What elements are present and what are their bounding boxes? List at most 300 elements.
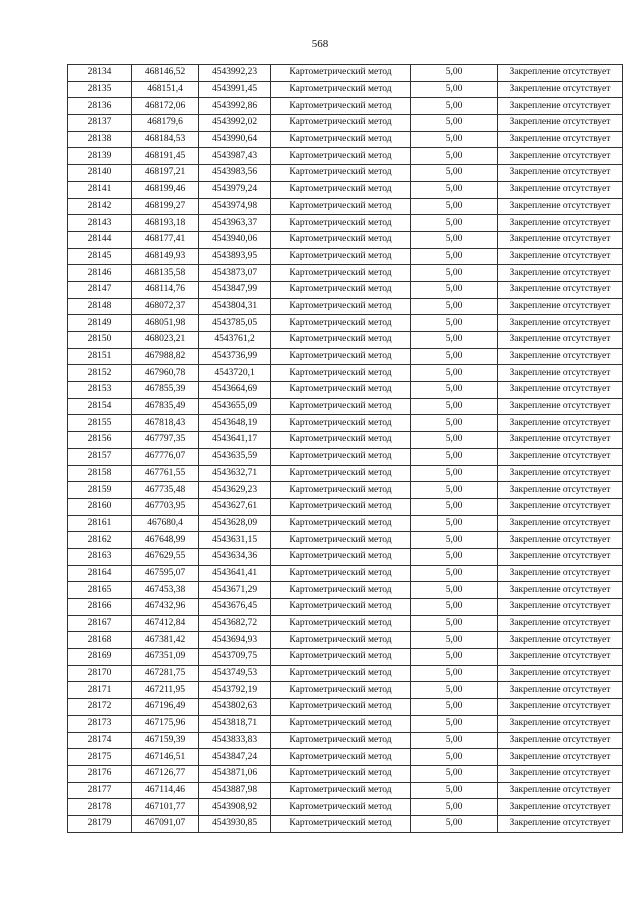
table-row — [68, 315, 623, 332]
point-number-cell: 28170 — [68, 665, 132, 682]
point-number-cell: 28146 — [68, 265, 132, 282]
table-row — [68, 165, 623, 182]
fixing-description-cell: Закрепление отсутствует — [498, 665, 623, 682]
x-coordinate-cell: 467855,39 — [132, 382, 199, 399]
accuracy-cell: 5,00 — [411, 498, 498, 515]
x-coordinate-cell: 468199,46 — [132, 181, 199, 198]
point-number-cell: 28153 — [68, 382, 132, 399]
table-row — [68, 365, 623, 382]
accuracy-cell: 5,00 — [411, 81, 498, 98]
y-coordinate-cell: 4543893,95 — [199, 248, 271, 265]
method-cell: Картометрический метод — [271, 382, 411, 399]
y-coordinate-cell: 4543709,75 — [199, 649, 271, 666]
x-coordinate-cell: 467595,07 — [132, 565, 199, 582]
point-number-cell: 28135 — [68, 81, 132, 98]
method-cell: Картометрический метод — [271, 532, 411, 549]
point-number-cell: 28165 — [68, 582, 132, 599]
table-row — [68, 665, 623, 682]
accuracy-cell: 5,00 — [411, 632, 498, 649]
y-coordinate-cell: 4543990,64 — [199, 131, 271, 148]
table-row — [68, 749, 623, 766]
point-number-cell: 28169 — [68, 649, 132, 666]
fixing-description-cell: Закрепление отсутствует — [498, 298, 623, 315]
point-number-cell: 28175 — [68, 749, 132, 766]
method-cell: Картометрический метод — [271, 231, 411, 248]
x-coordinate-cell: 468114,76 — [132, 281, 199, 298]
y-coordinate-cell: 4543635,59 — [199, 448, 271, 465]
accuracy-cell: 5,00 — [411, 281, 498, 298]
method-cell: Картометрический метод — [271, 115, 411, 132]
fixing-description-cell: Закрепление отсутствует — [498, 198, 623, 215]
method-cell: Картометрический метод — [271, 582, 411, 599]
method-cell: Картометрический метод — [271, 98, 411, 115]
accuracy-cell: 5,00 — [411, 749, 498, 766]
accuracy-cell: 5,00 — [411, 732, 498, 749]
accuracy-cell: 5,00 — [411, 165, 498, 182]
table-row — [68, 815, 623, 832]
table-row — [68, 799, 623, 816]
fixing-description-cell: Закрепление отсутствует — [498, 115, 623, 132]
method-cell: Картометрический метод — [271, 465, 411, 482]
y-coordinate-cell: 4543908,92 — [199, 799, 271, 816]
x-coordinate-cell: 467196,49 — [132, 699, 199, 716]
accuracy-cell: 5,00 — [411, 565, 498, 582]
fixing-description-cell: Закрепление отсутствует — [498, 749, 623, 766]
y-coordinate-cell: 4543847,99 — [199, 281, 271, 298]
table-row — [68, 415, 623, 432]
point-number-cell: 28145 — [68, 248, 132, 265]
method-cell: Картометрический метод — [271, 415, 411, 432]
fixing-description-cell: Закрепление отсутствует — [498, 515, 623, 532]
table-row — [68, 398, 623, 415]
x-coordinate-cell: 468197,21 — [132, 165, 199, 182]
accuracy-cell: 5,00 — [411, 599, 498, 616]
accuracy-cell: 5,00 — [411, 231, 498, 248]
accuracy-cell: 5,00 — [411, 482, 498, 499]
table-row — [68, 432, 623, 449]
x-coordinate-cell: 468135,58 — [132, 265, 199, 282]
method-cell: Картометрический метод — [271, 248, 411, 265]
table-row — [68, 448, 623, 465]
table-row — [68, 348, 623, 365]
method-cell: Картометрический метод — [271, 599, 411, 616]
x-coordinate-cell: 467453,38 — [132, 582, 199, 599]
fixing-description-cell: Закрепление отсутствует — [498, 649, 623, 666]
point-number-cell: 28141 — [68, 181, 132, 198]
point-number-cell: 28144 — [68, 231, 132, 248]
accuracy-cell: 5,00 — [411, 699, 498, 716]
x-coordinate-cell: 467835,49 — [132, 398, 199, 415]
fixing-description-cell: Закрепление отсутствует — [498, 98, 623, 115]
y-coordinate-cell: 4543963,37 — [199, 215, 271, 232]
table-row — [68, 465, 623, 482]
point-number-cell: 28172 — [68, 699, 132, 716]
method-cell: Картометрический метод — [271, 565, 411, 582]
point-number-cell: 28162 — [68, 532, 132, 549]
table-row — [68, 382, 623, 399]
x-coordinate-cell: 467797,35 — [132, 432, 199, 449]
fixing-description-cell: Закрепление отсутствует — [498, 215, 623, 232]
x-coordinate-cell: 467412,84 — [132, 615, 199, 632]
point-number-cell: 28161 — [68, 515, 132, 532]
x-coordinate-cell: 467091,07 — [132, 815, 199, 832]
method-cell: Картометрический метод — [271, 799, 411, 816]
y-coordinate-cell: 4543785,05 — [199, 315, 271, 332]
table-row — [68, 548, 623, 565]
point-number-cell: 28151 — [68, 348, 132, 365]
table-row — [68, 81, 623, 98]
accuracy-cell: 5,00 — [411, 181, 498, 198]
accuracy-cell: 5,00 — [411, 365, 498, 382]
method-cell: Картометрический метод — [271, 332, 411, 349]
point-number-cell: 28136 — [68, 98, 132, 115]
point-number-cell: 28134 — [68, 65, 132, 82]
x-coordinate-cell: 468193,18 — [132, 215, 199, 232]
accuracy-cell: 5,00 — [411, 715, 498, 732]
method-cell: Картометрический метод — [271, 148, 411, 165]
table-row — [68, 615, 623, 632]
method-cell: Картометрический метод — [271, 715, 411, 732]
fixing-description-cell: Закрепление отсутствует — [498, 799, 623, 816]
point-number-cell: 28159 — [68, 482, 132, 499]
table-row — [68, 181, 623, 198]
method-cell: Картометрический метод — [271, 398, 411, 415]
point-number-cell: 28143 — [68, 215, 132, 232]
x-coordinate-cell: 467629,55 — [132, 548, 199, 565]
y-coordinate-cell: 4543847,24 — [199, 749, 271, 766]
fixing-description-cell: Закрепление отсутствует — [498, 732, 623, 749]
point-number-cell: 28179 — [68, 815, 132, 832]
method-cell: Картометрический метод — [271, 732, 411, 749]
x-coordinate-cell: 468179,6 — [132, 115, 199, 132]
table-row — [68, 298, 623, 315]
table-row — [68, 265, 623, 282]
fixing-description-cell: Закрепление отсутствует — [498, 398, 623, 415]
table-row — [68, 732, 623, 749]
x-coordinate-cell: 467680,4 — [132, 515, 199, 532]
x-coordinate-cell: 468151,4 — [132, 81, 199, 98]
y-coordinate-cell: 4543873,07 — [199, 265, 271, 282]
x-coordinate-cell: 467114,46 — [132, 782, 199, 799]
table-row — [68, 599, 623, 616]
fixing-description-cell: Закрепление отсутствует — [498, 548, 623, 565]
y-coordinate-cell: 4543627,61 — [199, 498, 271, 515]
method-cell: Картометрический метод — [271, 682, 411, 699]
y-coordinate-cell: 4543641,17 — [199, 432, 271, 449]
accuracy-cell: 5,00 — [411, 332, 498, 349]
accuracy-cell: 5,00 — [411, 782, 498, 799]
accuracy-cell: 5,00 — [411, 298, 498, 315]
point-number-cell: 28152 — [68, 365, 132, 382]
y-coordinate-cell: 4543720,1 — [199, 365, 271, 382]
fixing-description-cell: Закрепление отсутствует — [498, 165, 623, 182]
accuracy-cell: 5,00 — [411, 815, 498, 832]
x-coordinate-cell: 468072,37 — [132, 298, 199, 315]
x-coordinate-cell: 468023,21 — [132, 332, 199, 349]
x-coordinate-cell: 467281,75 — [132, 665, 199, 682]
y-coordinate-cell: 4543940,06 — [199, 231, 271, 248]
fixing-description-cell: Закрепление отсутствует — [498, 615, 623, 632]
table-row — [68, 515, 623, 532]
method-cell: Картометрический метод — [271, 265, 411, 282]
fixing-description-cell: Закрепление отсутствует — [498, 65, 623, 82]
x-coordinate-cell: 467776,07 — [132, 448, 199, 465]
accuracy-cell: 5,00 — [411, 799, 498, 816]
y-coordinate-cell: 4543671,29 — [199, 582, 271, 599]
accuracy-cell: 5,00 — [411, 265, 498, 282]
table-row — [68, 632, 623, 649]
table-row — [68, 565, 623, 582]
method-cell: Картометрический метод — [271, 198, 411, 215]
method-cell: Картометрический метод — [271, 632, 411, 649]
x-coordinate-cell: 467381,42 — [132, 632, 199, 649]
fixing-description-cell: Закрепление отсутствует — [498, 148, 623, 165]
y-coordinate-cell: 4543871,06 — [199, 765, 271, 782]
method-cell: Картометрический метод — [271, 749, 411, 766]
fixing-description-cell: Закрепление отсутствует — [498, 131, 623, 148]
point-number-cell: 28177 — [68, 782, 132, 799]
table-row — [68, 148, 623, 165]
point-number-cell: 28173 — [68, 715, 132, 732]
x-coordinate-cell: 467703,95 — [132, 498, 199, 515]
fixing-description-cell: Закрепление отсутствует — [498, 248, 623, 265]
point-number-cell: 28168 — [68, 632, 132, 649]
point-number-cell: 28138 — [68, 131, 132, 148]
method-cell: Картометрический метод — [271, 432, 411, 449]
y-coordinate-cell: 4543628,09 — [199, 515, 271, 532]
y-coordinate-cell: 4543887,98 — [199, 782, 271, 799]
point-number-cell: 28167 — [68, 615, 132, 632]
x-coordinate-cell: 467735,48 — [132, 482, 199, 499]
accuracy-cell: 5,00 — [411, 532, 498, 549]
point-number-cell: 28174 — [68, 732, 132, 749]
table-row — [68, 532, 623, 549]
y-coordinate-cell: 4543802,63 — [199, 699, 271, 716]
fixing-description-cell: Закрепление отсутствует — [498, 482, 623, 499]
accuracy-cell: 5,00 — [411, 682, 498, 699]
point-number-cell: 28137 — [68, 115, 132, 132]
table-row — [68, 498, 623, 515]
fixing-description-cell: Закрепление отсутствует — [498, 565, 623, 582]
fixing-description-cell: Закрепление отсутствует — [498, 465, 623, 482]
fixing-description-cell: Закрепление отсутствует — [498, 498, 623, 515]
fixing-description-cell: Закрепление отсутствует — [498, 715, 623, 732]
method-cell: Картометрический метод — [271, 65, 411, 82]
y-coordinate-cell: 4543930,85 — [199, 815, 271, 832]
x-coordinate-cell: 467432,96 — [132, 599, 199, 616]
accuracy-cell: 5,00 — [411, 382, 498, 399]
method-cell: Картометрический метод — [271, 699, 411, 716]
method-cell: Картометрический метод — [271, 315, 411, 332]
x-coordinate-cell: 468184,53 — [132, 131, 199, 148]
table-row — [68, 582, 623, 599]
method-cell: Картометрический метод — [271, 815, 411, 832]
method-cell: Картометрический метод — [271, 281, 411, 298]
x-coordinate-cell: 468191,45 — [132, 148, 199, 165]
table-row — [68, 198, 623, 215]
fixing-description-cell: Закрепление отсутствует — [498, 81, 623, 98]
method-cell: Картометрический метод — [271, 615, 411, 632]
fixing-description-cell: Закрепление отсутствует — [498, 415, 623, 432]
point-number-cell: 28178 — [68, 799, 132, 816]
method-cell: Картометрический метод — [271, 81, 411, 98]
accuracy-cell: 5,00 — [411, 115, 498, 132]
coordinates-table-body — [68, 65, 623, 833]
point-number-cell: 28154 — [68, 398, 132, 415]
accuracy-cell: 5,00 — [411, 615, 498, 632]
y-coordinate-cell: 4543736,99 — [199, 348, 271, 365]
coordinates-table — [67, 64, 623, 833]
point-number-cell: 28148 — [68, 298, 132, 315]
method-cell: Картометрический метод — [271, 665, 411, 682]
table-row — [68, 115, 623, 132]
point-number-cell: 28149 — [68, 315, 132, 332]
point-number-cell: 28140 — [68, 165, 132, 182]
accuracy-cell: 5,00 — [411, 582, 498, 599]
fixing-description-cell: Закрепление отсутствует — [498, 532, 623, 549]
point-number-cell: 28158 — [68, 465, 132, 482]
accuracy-cell: 5,00 — [411, 198, 498, 215]
y-coordinate-cell: 4543676,45 — [199, 599, 271, 616]
point-number-cell: 28164 — [68, 565, 132, 582]
y-coordinate-cell: 4543992,23 — [199, 65, 271, 82]
fixing-description-cell: Закрепление отсутствует — [498, 815, 623, 832]
y-coordinate-cell: 4543761,2 — [199, 332, 271, 349]
accuracy-cell: 5,00 — [411, 415, 498, 432]
accuracy-cell: 5,00 — [411, 65, 498, 82]
x-coordinate-cell: 467211,95 — [132, 682, 199, 699]
x-coordinate-cell: 467175,96 — [132, 715, 199, 732]
y-coordinate-cell: 4543991,45 — [199, 81, 271, 98]
x-coordinate-cell: 467101,77 — [132, 799, 199, 816]
fixing-description-cell: Закрепление отсутствует — [498, 365, 623, 382]
method-cell: Картометрический метод — [271, 515, 411, 532]
y-coordinate-cell: 4543818,71 — [199, 715, 271, 732]
fixing-description-cell: Закрепление отсутствует — [498, 682, 623, 699]
x-coordinate-cell: 467818,43 — [132, 415, 199, 432]
accuracy-cell: 5,00 — [411, 465, 498, 482]
x-coordinate-cell: 467351,09 — [132, 649, 199, 666]
accuracy-cell: 5,00 — [411, 649, 498, 666]
y-coordinate-cell: 4543655,09 — [199, 398, 271, 415]
fixing-description-cell: Закрепление отсутствует — [498, 782, 623, 799]
x-coordinate-cell: 468149,93 — [132, 248, 199, 265]
fixing-description-cell: Закрепление отсутствует — [498, 448, 623, 465]
accuracy-cell: 5,00 — [411, 248, 498, 265]
accuracy-cell: 5,00 — [411, 148, 498, 165]
accuracy-cell: 5,00 — [411, 448, 498, 465]
fixing-description-cell: Закрепление отсутствует — [498, 599, 623, 616]
accuracy-cell: 5,00 — [411, 398, 498, 415]
point-number-cell: 28160 — [68, 498, 132, 515]
table-row — [68, 248, 623, 265]
y-coordinate-cell: 4543992,02 — [199, 115, 271, 132]
point-number-cell: 28163 — [68, 548, 132, 565]
method-cell: Картометрический метод — [271, 298, 411, 315]
fixing-description-cell: Закрепление отсутствует — [498, 765, 623, 782]
method-cell: Картометрический метод — [271, 348, 411, 365]
method-cell: Картометрический метод — [271, 482, 411, 499]
table-row — [68, 699, 623, 716]
table-row — [68, 65, 623, 82]
method-cell: Картометрический метод — [271, 131, 411, 148]
method-cell: Картометрический метод — [271, 498, 411, 515]
accuracy-cell: 5,00 — [411, 315, 498, 332]
fixing-description-cell: Закрепление отсутствует — [498, 181, 623, 198]
table-row — [68, 281, 623, 298]
fixing-description-cell: Закрепление отсутствует — [498, 281, 623, 298]
y-coordinate-cell: 4543694,93 — [199, 632, 271, 649]
method-cell: Картометрический метод — [271, 365, 411, 382]
point-number-cell: 28166 — [68, 599, 132, 616]
table-row — [68, 715, 623, 732]
point-number-cell: 28142 — [68, 198, 132, 215]
table-row — [68, 682, 623, 699]
y-coordinate-cell: 4543792,19 — [199, 682, 271, 699]
accuracy-cell: 5,00 — [411, 765, 498, 782]
accuracy-cell: 5,00 — [411, 665, 498, 682]
x-coordinate-cell: 467761,55 — [132, 465, 199, 482]
table-row — [68, 782, 623, 799]
method-cell: Картометрический метод — [271, 215, 411, 232]
y-coordinate-cell: 4543804,31 — [199, 298, 271, 315]
fixing-description-cell: Закрепление отсутствует — [498, 699, 623, 716]
table-row — [68, 649, 623, 666]
method-cell: Картометрический метод — [271, 181, 411, 198]
x-coordinate-cell: 468146,52 — [132, 65, 199, 82]
x-coordinate-cell: 467126,77 — [132, 765, 199, 782]
point-number-cell: 28155 — [68, 415, 132, 432]
fixing-description-cell: Закрепление отсутствует — [498, 231, 623, 248]
x-coordinate-cell: 468177,41 — [132, 231, 199, 248]
point-number-cell: 28176 — [68, 765, 132, 782]
accuracy-cell: 5,00 — [411, 131, 498, 148]
table-row — [68, 765, 623, 782]
fixing-description-cell: Закрепление отсутствует — [498, 265, 623, 282]
y-coordinate-cell: 4543641,41 — [199, 565, 271, 582]
point-number-cell: 28150 — [68, 332, 132, 349]
y-coordinate-cell: 4543974,98 — [199, 198, 271, 215]
accuracy-cell: 5,00 — [411, 548, 498, 565]
table-row — [68, 231, 623, 248]
accuracy-cell: 5,00 — [411, 432, 498, 449]
y-coordinate-cell: 4543631,15 — [199, 532, 271, 549]
table-row — [68, 98, 623, 115]
x-coordinate-cell: 467146,51 — [132, 749, 199, 766]
fixing-description-cell: Закрепление отсутствует — [498, 582, 623, 599]
y-coordinate-cell: 4543664,69 — [199, 382, 271, 399]
method-cell: Картометрический метод — [271, 548, 411, 565]
x-coordinate-cell: 468172,06 — [132, 98, 199, 115]
y-coordinate-cell: 4543979,24 — [199, 181, 271, 198]
point-number-cell: 28147 — [68, 281, 132, 298]
point-number-cell: 28139 — [68, 148, 132, 165]
x-coordinate-cell: 467988,82 — [132, 348, 199, 365]
x-coordinate-cell: 467159,39 — [132, 732, 199, 749]
x-coordinate-cell: 468051,98 — [132, 315, 199, 332]
point-number-cell: 28156 — [68, 432, 132, 449]
y-coordinate-cell: 4543987,43 — [199, 148, 271, 165]
method-cell: Картометрический метод — [271, 782, 411, 799]
x-coordinate-cell: 467648,99 — [132, 532, 199, 549]
method-cell: Картометрический метод — [271, 765, 411, 782]
point-number-cell: 28171 — [68, 682, 132, 699]
fixing-description-cell: Закрепление отсутствует — [498, 382, 623, 399]
table-row — [68, 131, 623, 148]
fixing-description-cell: Закрепление отсутствует — [498, 348, 623, 365]
y-coordinate-cell: 4543682,72 — [199, 615, 271, 632]
y-coordinate-cell: 4543983,56 — [199, 165, 271, 182]
